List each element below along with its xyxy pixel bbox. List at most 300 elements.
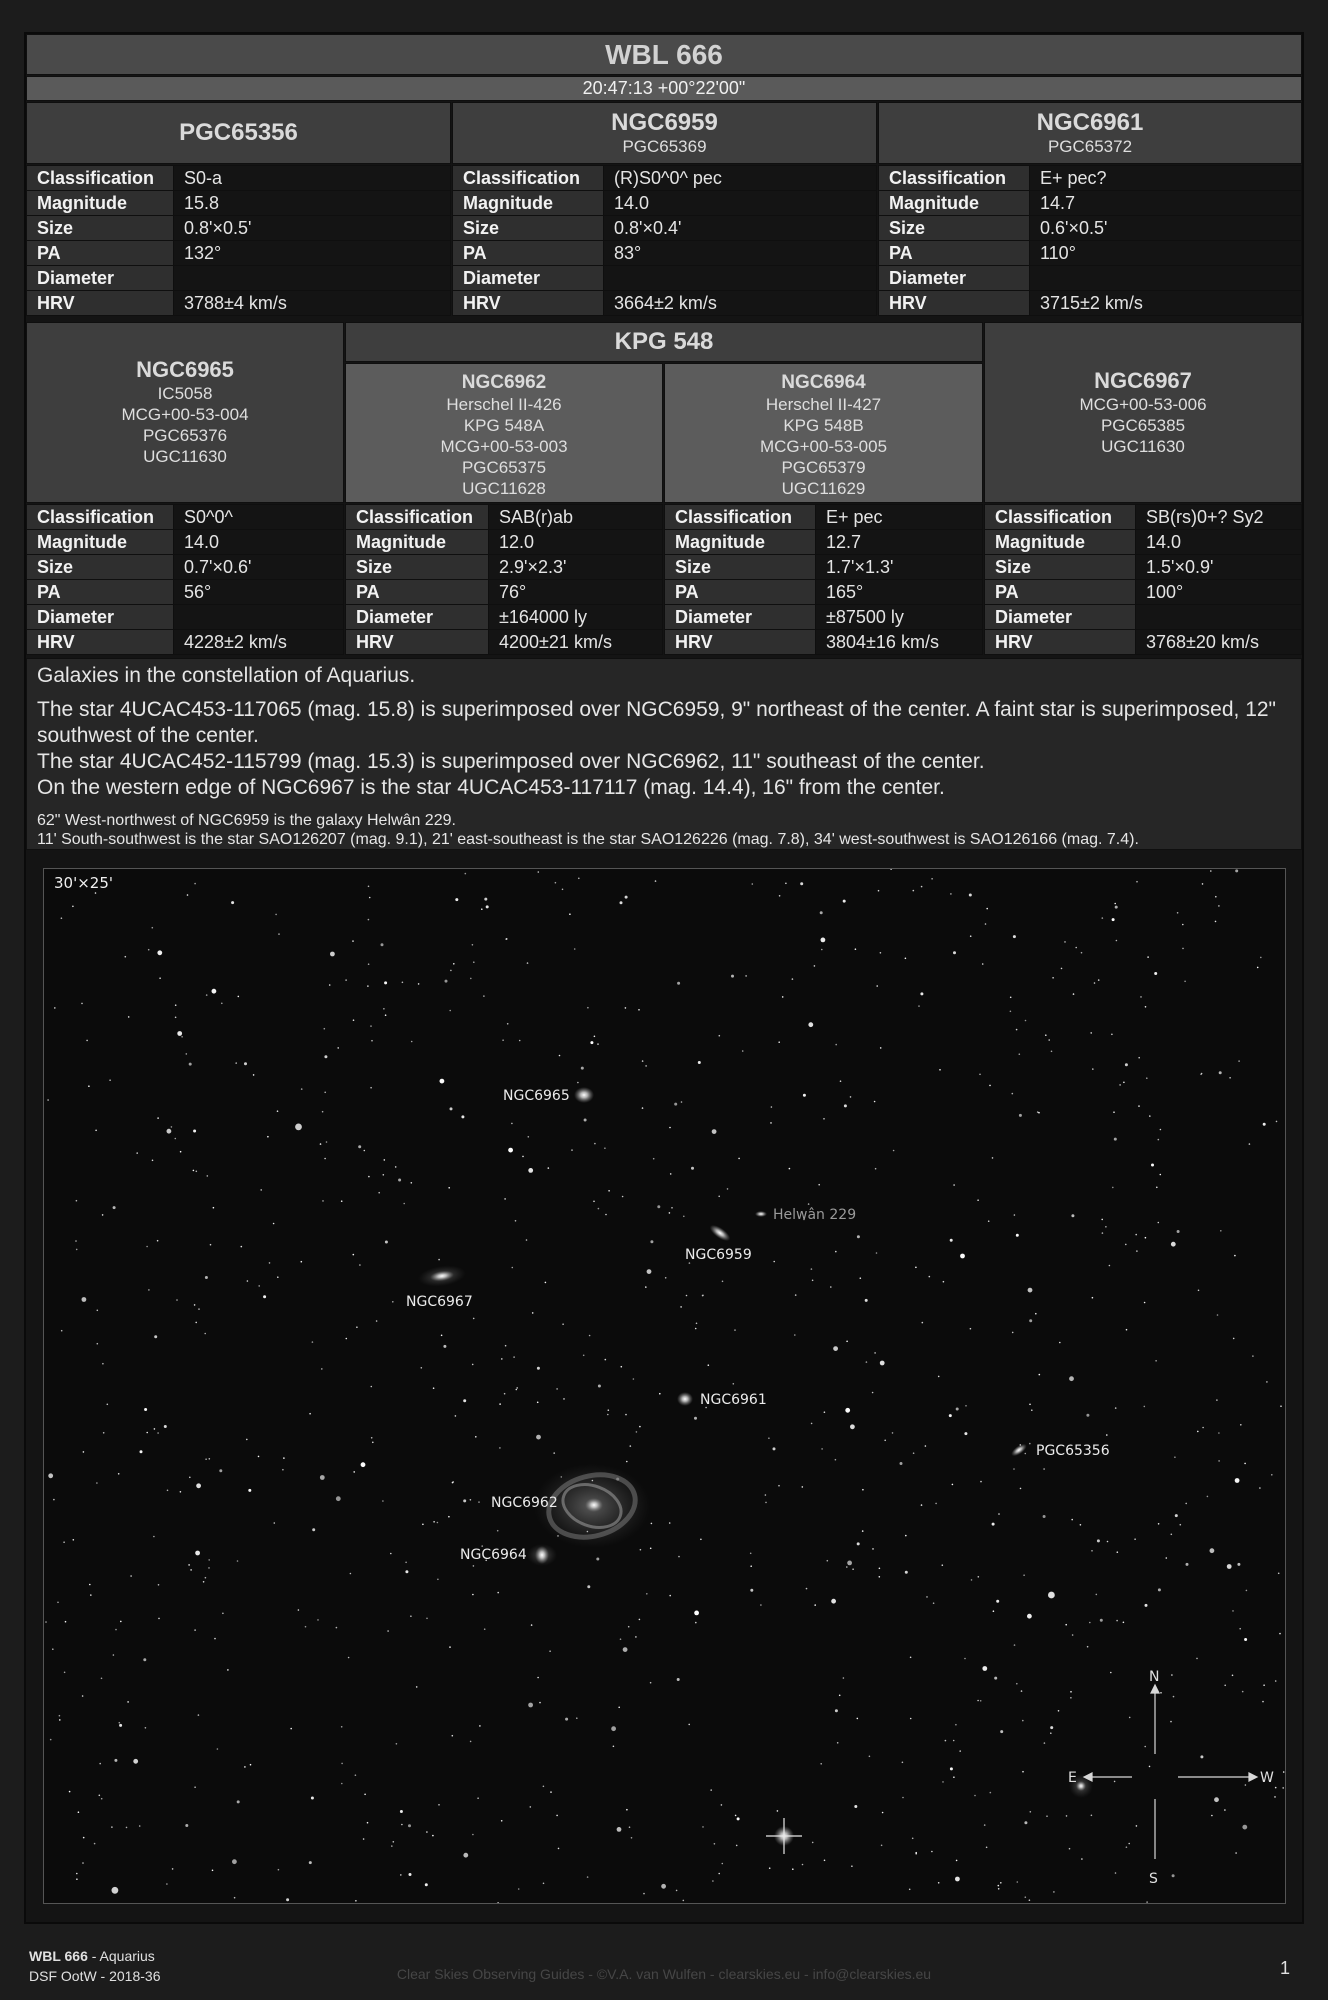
- star: [504, 1198, 506, 1200]
- star: [921, 886, 923, 888]
- star: [1069, 1376, 1074, 1381]
- star: [960, 1254, 965, 1259]
- star: [1229, 1077, 1231, 1079]
- star: [269, 1262, 271, 1264]
- star: [778, 1485, 780, 1487]
- star: [750, 1565, 752, 1567]
- star: [905, 958, 907, 960]
- star: [985, 923, 987, 925]
- star: [1094, 982, 1096, 984]
- star: [876, 985, 878, 987]
- star: [1134, 1538, 1136, 1540]
- star: [61, 1330, 63, 1332]
- star: [581, 1067, 584, 1070]
- star: [217, 1748, 219, 1750]
- star: [519, 1040, 521, 1042]
- star: [1224, 1809, 1226, 1811]
- star: [212, 989, 217, 994]
- star: [823, 1118, 825, 1120]
- star: [1100, 1619, 1103, 1622]
- star: [584, 1119, 587, 1122]
- star: [835, 1251, 837, 1253]
- star: [543, 1883, 545, 1885]
- star: [180, 1151, 182, 1153]
- star: [368, 919, 370, 921]
- star: [835, 1459, 837, 1461]
- star: [143, 1658, 146, 1661]
- star: [1107, 1541, 1109, 1543]
- star: [1197, 1431, 1199, 1433]
- star: [950, 893, 952, 895]
- star: [341, 1763, 343, 1765]
- star: [186, 1053, 188, 1055]
- prop-value: 14.0: [604, 191, 877, 216]
- star: [559, 1055, 561, 1057]
- star: [258, 1285, 260, 1287]
- star: [171, 1126, 173, 1128]
- star: [950, 1767, 953, 1770]
- star: [569, 913, 571, 915]
- star: [368, 963, 370, 965]
- prop-key: Classification: [985, 505, 1136, 530]
- star: [324, 1028, 326, 1030]
- prop-value: 132°: [174, 241, 451, 266]
- star: [76, 1873, 78, 1875]
- star: [411, 1182, 413, 1184]
- star: [440, 1079, 445, 1084]
- star: [1145, 1604, 1148, 1607]
- star: [698, 1061, 701, 1064]
- star: [555, 882, 557, 884]
- star: [1218, 1432, 1220, 1434]
- star: [683, 1900, 685, 1902]
- star: [309, 1861, 312, 1864]
- star: [661, 1884, 666, 1889]
- star: [222, 1613, 224, 1615]
- star: [880, 1047, 882, 1049]
- star: [353, 1019, 355, 1021]
- star: [1072, 1634, 1074, 1636]
- star: [646, 1593, 648, 1595]
- star: [910, 1657, 912, 1659]
- prop-key: Diameter: [665, 605, 816, 630]
- star: [590, 1041, 593, 1044]
- star: [531, 1624, 533, 1626]
- star: [64, 1672, 66, 1674]
- star: [1173, 1696, 1175, 1698]
- star: [422, 1524, 424, 1526]
- star: [128, 1016, 130, 1018]
- star: [196, 1171, 198, 1173]
- star: [278, 1869, 280, 1871]
- prop-value: 0.7'×0.6': [174, 555, 344, 580]
- star: [650, 1548, 652, 1550]
- star: [453, 963, 455, 965]
- star: [497, 1902, 499, 1904]
- star: [443, 1345, 446, 1348]
- star: [969, 894, 972, 897]
- star: [111, 1826, 113, 1828]
- star: [875, 1168, 877, 1170]
- star: [1109, 1265, 1111, 1267]
- star: [157, 1117, 159, 1119]
- star: [356, 1326, 358, 1328]
- star: [811, 1268, 813, 1270]
- star: [164, 1425, 167, 1428]
- star: [651, 1523, 653, 1525]
- star: [286, 1898, 289, 1901]
- star: [818, 1184, 820, 1186]
- star: [455, 898, 458, 901]
- star: [878, 890, 880, 892]
- star: [800, 882, 803, 885]
- star: [383, 1174, 385, 1176]
- star: [645, 1286, 647, 1288]
- star: [502, 1039, 504, 1041]
- star: [1050, 1732, 1052, 1734]
- star: [1113, 1111, 1115, 1113]
- star: [76, 1200, 78, 1202]
- star: [219, 1469, 222, 1472]
- star: [258, 1456, 260, 1458]
- star: [1155, 1360, 1157, 1362]
- star: [209, 1458, 211, 1460]
- star: [779, 895, 781, 897]
- star: [874, 1352, 876, 1354]
- star: [850, 1424, 855, 1429]
- star: [154, 1335, 157, 1338]
- star: [148, 1289, 150, 1291]
- galaxy-header-ngc6959: [452, 102, 877, 164]
- star: [231, 901, 234, 904]
- star: [538, 871, 540, 873]
- star: [594, 1143, 596, 1145]
- star: [548, 1167, 550, 1169]
- star: [322, 1200, 324, 1202]
- star: [450, 970, 452, 972]
- star: [346, 1338, 348, 1340]
- star: [902, 1762, 904, 1764]
- star: [1218, 1460, 1220, 1462]
- prop-key: PA: [879, 241, 1030, 266]
- star: [1263, 1684, 1265, 1686]
- star: [939, 1069, 941, 1071]
- star: [543, 1786, 545, 1788]
- star: [1140, 996, 1142, 998]
- star: [1114, 903, 1116, 905]
- galaxy-header-ngc6962: [345, 363, 663, 503]
- star: [537, 1677, 539, 1679]
- prop-value: 12.0: [489, 530, 663, 555]
- star: [1263, 1123, 1266, 1126]
- star: [177, 1031, 182, 1036]
- star: [647, 1269, 652, 1274]
- star: [508, 1148, 513, 1153]
- prop-key: Magnitude: [453, 191, 604, 216]
- star: [1071, 1214, 1074, 1217]
- star: [990, 1792, 992, 1794]
- star: [102, 1363, 104, 1365]
- star: [363, 1838, 365, 1840]
- prop-value: 4200±21 km/s: [489, 630, 663, 655]
- star: [385, 1241, 388, 1244]
- star: [107, 1404, 109, 1406]
- compass-n: N: [1149, 1669, 1160, 1685]
- star: [625, 1007, 627, 1009]
- star: [771, 1106, 773, 1108]
- galaxy-name: NGC6962: [461, 372, 547, 393]
- star: [879, 1568, 881, 1570]
- star: [872, 1392, 874, 1394]
- galaxy-alias: KPG 548B: [783, 416, 864, 435]
- star: [484, 1628, 486, 1630]
- star: [330, 952, 335, 957]
- star: [1283, 1771, 1285, 1773]
- star: [872, 1548, 874, 1550]
- properties-table-ngc6959: [452, 165, 877, 316]
- star: [1112, 918, 1115, 921]
- prop-value: 15.8: [174, 191, 451, 216]
- star: [876, 1252, 878, 1254]
- star: [445, 980, 448, 983]
- star: [364, 1150, 366, 1152]
- star: [1257, 967, 1259, 969]
- star: [133, 1759, 138, 1764]
- star: [1029, 1443, 1031, 1445]
- compass-w: W: [1260, 1770, 1274, 1786]
- star: [998, 1513, 1000, 1515]
- star: [691, 1167, 694, 1170]
- star: [986, 908, 988, 910]
- star: [478, 1501, 480, 1503]
- star: [977, 1199, 979, 1201]
- prop-value: 0.8'×0.4': [604, 216, 877, 241]
- prop-key: PA: [27, 580, 174, 605]
- star: [974, 1795, 976, 1797]
- star: [499, 1447, 501, 1449]
- star: [1149, 1766, 1151, 1768]
- star: [1086, 1414, 1089, 1417]
- star: [952, 1484, 954, 1486]
- star: [943, 1281, 945, 1283]
- star: [1271, 1474, 1273, 1476]
- star: [452, 1735, 454, 1737]
- star: [83, 1451, 85, 1453]
- star: [902, 1797, 904, 1799]
- star: [473, 1318, 475, 1320]
- star: [205, 1458, 207, 1460]
- prop-key: HRV: [27, 291, 174, 316]
- star: [921, 1504, 923, 1506]
- star: [146, 1432, 148, 1434]
- star: [949, 1414, 952, 1417]
- star: [994, 1677, 997, 1680]
- star: [213, 1207, 215, 1209]
- star: [371, 1437, 373, 1439]
- star: [1053, 1891, 1055, 1893]
- star: [455, 1415, 457, 1417]
- star: [737, 1817, 740, 1820]
- description-note: The star 4UCAC452-115799 (mag. 15.3) is superimposed over NGC6962, 11" southeast of the center.: [37, 750, 985, 773]
- star: [512, 1267, 514, 1269]
- star: [625, 1414, 627, 1416]
- star: [669, 1522, 671, 1524]
- star: [483, 995, 485, 997]
- star: [671, 1207, 673, 1209]
- star: [639, 1619, 641, 1621]
- prop-value: 76°: [489, 580, 663, 605]
- prop-value: 1.5'×0.9': [1136, 555, 1302, 580]
- star: [1019, 1114, 1022, 1117]
- star: [642, 1060, 644, 1062]
- star: [208, 1559, 210, 1561]
- star: [159, 977, 161, 979]
- star: [677, 1678, 680, 1681]
- star: [368, 1176, 370, 1178]
- star: [140, 1450, 143, 1453]
- star: [1112, 1187, 1114, 1189]
- description-panel: [26, 658, 1302, 850]
- star: [773, 1447, 776, 1450]
- star: [929, 1276, 931, 1278]
- star: [1202, 883, 1204, 885]
- star: [562, 889, 564, 891]
- star: [1202, 1427, 1204, 1429]
- star: [571, 1149, 573, 1151]
- star: [702, 1826, 704, 1828]
- star: [148, 949, 150, 951]
- star: [421, 1367, 423, 1369]
- star: [1275, 1680, 1277, 1682]
- star: [1092, 1068, 1094, 1070]
- star: [486, 905, 489, 908]
- prop-value: 100°: [1136, 580, 1302, 605]
- star: [645, 1065, 647, 1067]
- star: [473, 1565, 475, 1567]
- star: [305, 1626, 307, 1628]
- star: [1050, 1726, 1053, 1729]
- star: [499, 1403, 501, 1405]
- prop-key: Magnitude: [879, 191, 1030, 216]
- star: [1232, 1675, 1234, 1677]
- star: [95, 892, 97, 894]
- star: [359, 1264, 361, 1266]
- star: [955, 1724, 957, 1726]
- star: [405, 1562, 407, 1564]
- star: [1116, 1620, 1118, 1622]
- star: [621, 1366, 623, 1368]
- star: [1275, 1787, 1277, 1789]
- star: [324, 1092, 326, 1094]
- star: [655, 880, 657, 882]
- star: [1138, 1057, 1140, 1059]
- star: [765, 1502, 767, 1504]
- star: [309, 1413, 311, 1415]
- star: [850, 1096, 852, 1098]
- star: [931, 1851, 933, 1853]
- star: [1045, 1034, 1047, 1036]
- star: [125, 956, 127, 958]
- star: [463, 1853, 468, 1858]
- prop-key: Magnitude: [985, 530, 1136, 555]
- prop-value: 165°: [816, 580, 983, 605]
- star: [752, 883, 754, 885]
- star: [102, 1214, 104, 1216]
- star: [437, 1522, 439, 1524]
- prop-key: Classification: [879, 166, 1030, 191]
- page-number: 1: [1279, 1958, 1290, 1978]
- star: [955, 1877, 960, 1882]
- star: [792, 1868, 794, 1870]
- star: [341, 1726, 343, 1728]
- star: [507, 1023, 509, 1025]
- star: [605, 1214, 607, 1216]
- star: [371, 1386, 373, 1388]
- prop-value: [174, 266, 451, 291]
- star: [965, 1405, 967, 1407]
- star: [982, 1666, 987, 1671]
- star-field-svg: [44, 869, 1286, 1904]
- prop-key: Size: [985, 555, 1136, 580]
- star: [814, 965, 816, 967]
- star: [208, 1567, 210, 1569]
- star: [470, 1741, 472, 1743]
- star: [358, 1145, 361, 1148]
- star: [311, 1797, 314, 1800]
- galaxy-header-ngc6967: [984, 322, 1302, 503]
- star: [438, 1259, 440, 1261]
- prop-key: HRV: [985, 630, 1136, 655]
- star: [94, 1843, 96, 1845]
- galaxy-header-ngc6961: [878, 102, 1302, 164]
- star: [355, 1900, 357, 1902]
- star: [283, 1457, 285, 1459]
- prop-key: PA: [665, 580, 816, 605]
- star: [768, 1437, 770, 1439]
- star: [1115, 1872, 1117, 1874]
- prop-key: Size: [665, 555, 816, 580]
- star: [516, 1389, 518, 1391]
- prop-key: Diameter: [985, 605, 1136, 630]
- star: [827, 1560, 829, 1562]
- prop-key: Size: [346, 555, 489, 580]
- star: [1196, 1658, 1198, 1660]
- star: [1017, 1881, 1019, 1883]
- star: [59, 1719, 61, 1721]
- star: [449, 1010, 451, 1012]
- star: [562, 1323, 564, 1325]
- footer-credit: Clear Skies Observing Guides - ©V.A. van Wulfen - clearskies.eu - info@clearskies.eu: [396, 1966, 932, 1982]
- star: [1119, 1084, 1121, 1086]
- label-ngc6964: NGC6964: [460, 1547, 527, 1563]
- star: [1266, 1381, 1268, 1383]
- star: [109, 1079, 111, 1081]
- star: [172, 1868, 174, 1870]
- galaxy-ngc6961-image: [677, 1392, 693, 1406]
- star: [411, 1041, 413, 1043]
- footer-series: DSF OotW - 2018-36: [29, 1968, 161, 1984]
- star: [144, 1408, 147, 1411]
- star: [680, 1306, 682, 1308]
- star: [1238, 1060, 1240, 1062]
- star: [194, 1629, 196, 1631]
- prop-key: Size: [27, 555, 174, 580]
- star: [511, 1123, 513, 1125]
- prop-value: 3804±16 km/s: [816, 630, 983, 655]
- star: [157, 1432, 159, 1434]
- prop-key: Diameter: [27, 266, 174, 291]
- star: [683, 1216, 685, 1218]
